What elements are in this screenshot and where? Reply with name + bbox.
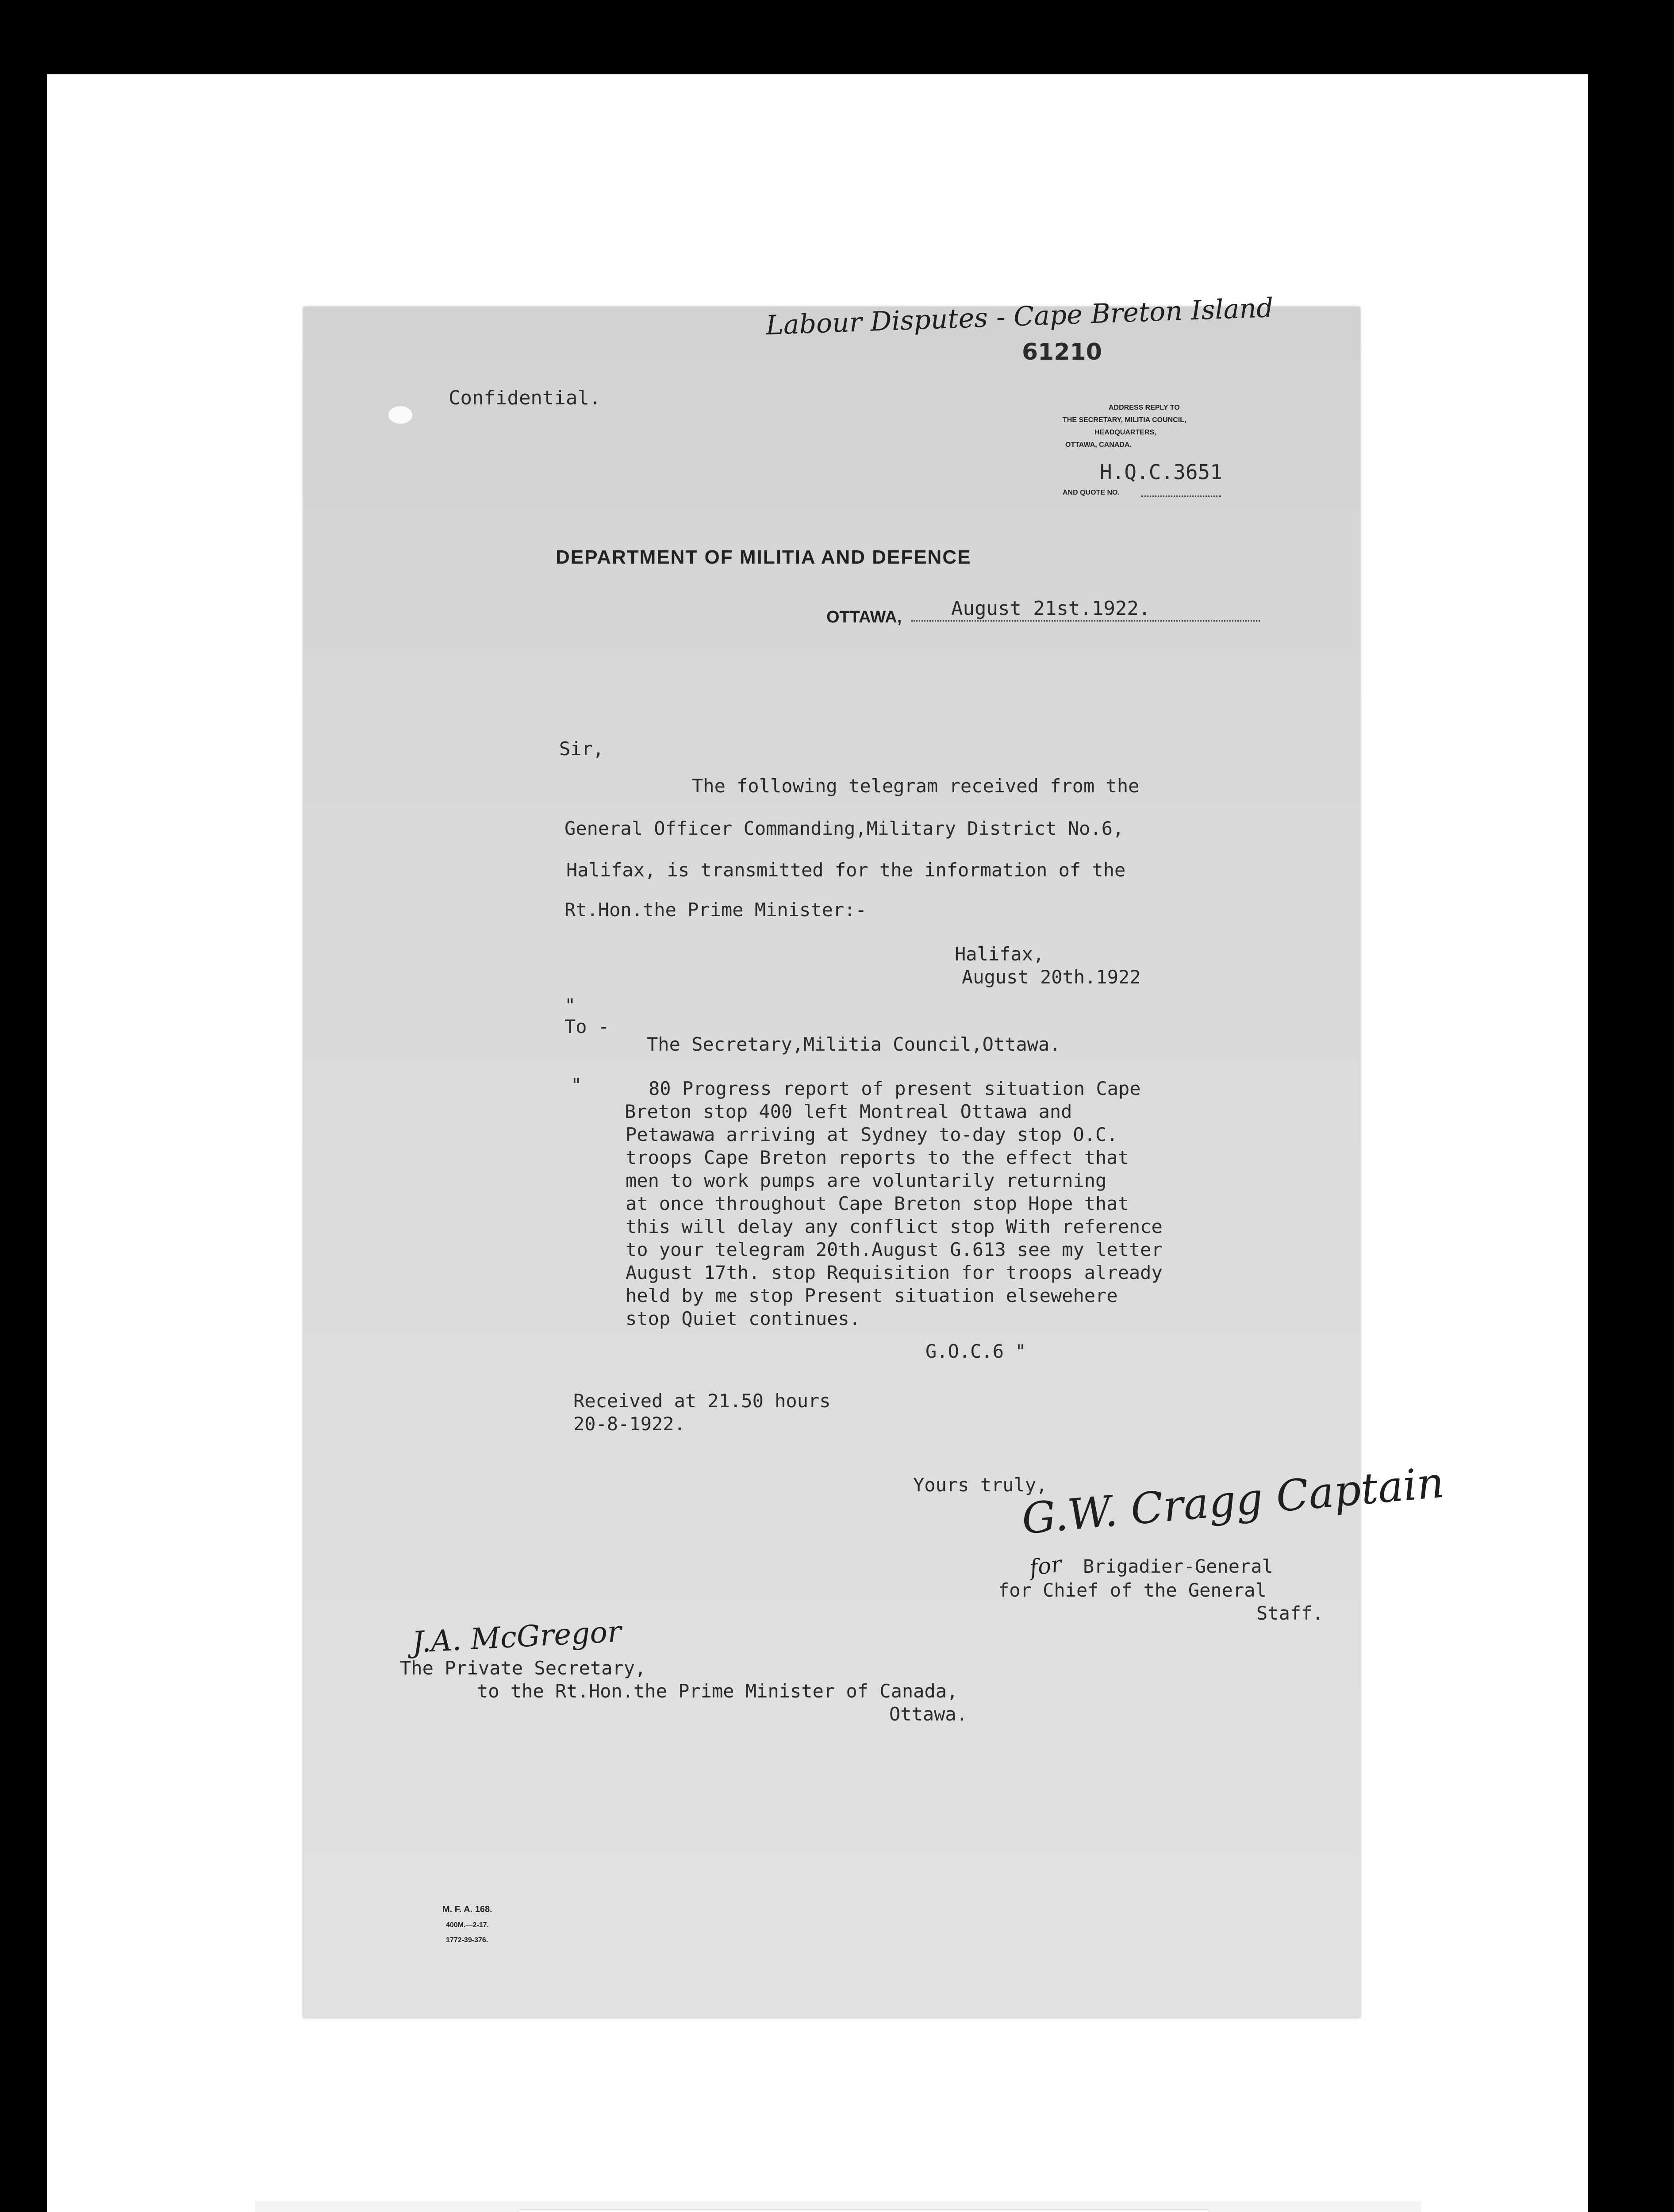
- telegram-line-8: to your telegram 20th.August G.613 see my letter: [626, 1239, 1163, 1260]
- intro-line-4: Rt.Hon.the Prime Minister:-: [564, 899, 867, 921]
- intro-line-2: General Officer Commanding,Military District No.6,: [564, 818, 1124, 839]
- quote-rule: [1141, 495, 1221, 497]
- signature-title-3: Staff.: [1256, 1602, 1324, 1624]
- signature-title-2: for Chief of the General: [998, 1579, 1267, 1601]
- received-line-2: 20-8-1922.: [573, 1413, 685, 1435]
- address-reply-line2: THE SECRETARY, MILITIA COUNCIL,: [1063, 416, 1186, 424]
- letter-date: August 21st.1922.: [951, 597, 1151, 620]
- received-line-1: Received at 21.50 hours: [573, 1390, 831, 1412]
- telegram-date: August 20th.1922: [962, 966, 1141, 988]
- telegram-line-3: Petawawa arriving at Sydney to-day stop O.C.: [626, 1124, 1118, 1145]
- intro-line-3: Halifax, is transmitted for the information of the: [566, 859, 1126, 881]
- to-label: To -: [564, 1016, 610, 1037]
- form-code-1: M. F. A. 168.: [442, 1905, 492, 1914]
- telegram-line-5: men to work pumps are voluntarily returning: [626, 1170, 1107, 1191]
- open-quote-mark-2: ": [571, 1074, 582, 1096]
- recipient-line-2: to the Rt.Hon.the Prime Minister of Canada,: [477, 1680, 958, 1702]
- recipient-handwritten: J.A. McGregor: [411, 1614, 622, 1659]
- telegram-line-6: at once throughout Cape Breton stop Hope that: [626, 1193, 1129, 1214]
- recipient-line-3: Ottawa.: [889, 1703, 968, 1725]
- punch-hole: [388, 406, 412, 424]
- telegram-line-11: stop Quiet continues.: [626, 1308, 861, 1329]
- to-value: The Secretary,Militia Council,Ottawa.: [647, 1033, 1061, 1055]
- telegram-line-1: 80 Progress report of present situation Cape: [649, 1078, 1141, 1099]
- date-rule: [911, 620, 1260, 622]
- volume-strip: [518, 2210, 1209, 2212]
- address-reply-line4: OTTAWA, CANADA.: [1065, 441, 1132, 449]
- for-mark: for: [1028, 1551, 1064, 1581]
- file-number: 61210: [1022, 339, 1102, 365]
- confidential-label: Confidential.: [449, 387, 601, 409]
- signature-title-1: Brigadier-General: [1083, 1555, 1273, 1577]
- telegram-line-7: this will delay any conflict stop With reference: [626, 1216, 1163, 1237]
- telegram-line-10: held by me stop Present situation elsewehere: [626, 1285, 1118, 1306]
- signature: G.W. Cragg Captain: [1020, 1457, 1446, 1544]
- form-code-2: 400M.—2-17.: [446, 1921, 489, 1929]
- telegram-signoff: G.O.C.6 ": [925, 1340, 1026, 1362]
- salutation: Sir,: [559, 738, 604, 760]
- telegram-line-4: troops Cape Breton reports to the effect that: [626, 1147, 1129, 1168]
- telegram-line-9: August 17th. stop Requisition for troops already: [626, 1262, 1163, 1283]
- form-code-3: 1772-39-376.: [446, 1936, 488, 1944]
- quote-label: AND QUOTE NO.: [1063, 489, 1120, 496]
- telegram-line-2: Breton stop 400 left Montreal Ottawa and: [625, 1101, 1072, 1122]
- open-quote-mark: ": [564, 995, 576, 1016]
- place-label: OTTAWA,: [826, 608, 902, 626]
- hq-reference: H.Q.C.3651: [1100, 460, 1222, 484]
- recipient-line-1: The Private Secretary,: [400, 1657, 646, 1679]
- address-reply-line1: ADDRESS REPLY TO: [1109, 404, 1180, 411]
- telegram-place: Halifax,: [955, 943, 1044, 965]
- intro-line-1: The following telegram received from the: [692, 775, 1140, 797]
- department-title: DEPARTMENT OF MILITIA AND DEFENCE: [556, 546, 971, 568]
- closing: Yours truly,: [913, 1474, 1048, 1496]
- address-reply-line3: HEADQUARTERS,: [1094, 429, 1156, 436]
- handwritten-heading: Labour Disputes - Cape Breton Island: [765, 292, 1274, 341]
